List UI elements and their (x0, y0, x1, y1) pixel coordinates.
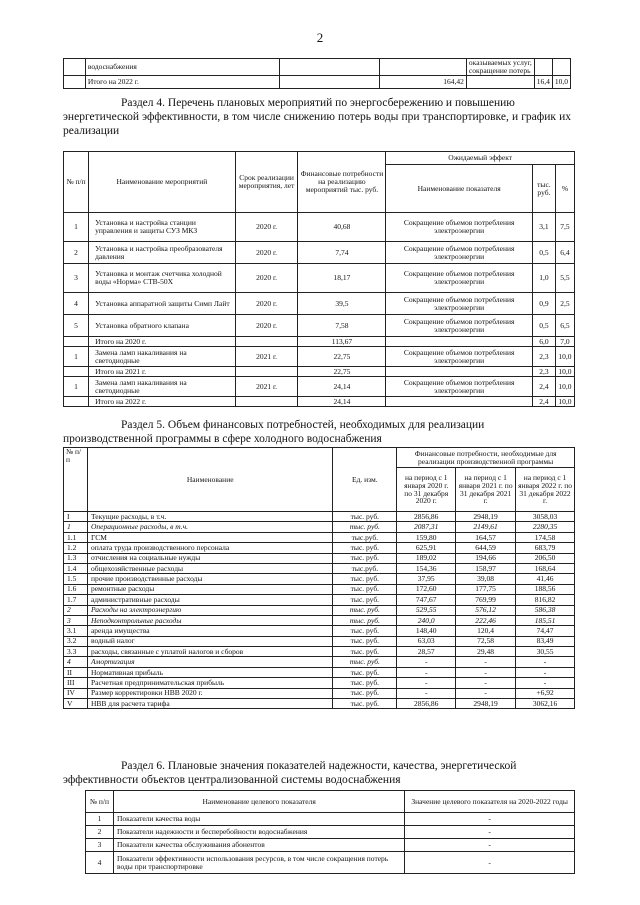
cell-n: 2 (64, 605, 88, 615)
cell-v1: - (397, 678, 456, 688)
table-row (64, 657, 575, 667)
cell-v3: 74,47 (516, 626, 575, 636)
cell-unit: тыс.руб. (333, 563, 397, 573)
total-row: Итого на 2022 г. 24,14 2,4 10,0 (64, 397, 575, 407)
cell-n: IV (64, 688, 88, 698)
cell-v1: 37,95 (397, 574, 456, 584)
cell-n: 3.2 (64, 636, 88, 646)
table-row (64, 574, 575, 584)
section4-table (63, 151, 575, 407)
cell-unit: тыс. руб. (333, 699, 397, 709)
page-number: 2 (316, 30, 324, 45)
cell-n: 1 (64, 522, 88, 532)
section5-table (63, 447, 575, 709)
header-rub: тыс. руб. (532, 165, 555, 213)
cell-name: Операционные расходы, в т.ч. (87, 522, 332, 532)
header-period-2022: на период с 1 января 2022 г. по 31 декабря 2022 г. (516, 468, 575, 512)
section5-heading (63, 418, 571, 446)
table-row: 5 Установка обратного клапана 2020 г. 7,58 Сокращение объемов потребления электроэнергии 0,5 6,5 (64, 315, 575, 337)
cell-unit: тыс. руб. (333, 543, 397, 553)
cell-name: прочие производственные расходы (87, 574, 332, 584)
cell-unit: тыс. руб. (333, 553, 397, 563)
header-name: Наименование целевого показателя (113, 791, 404, 813)
cell-v2: 222,46 (456, 615, 516, 625)
cell-unit: тыс. руб. (333, 667, 397, 677)
cell-n: V (64, 699, 88, 709)
cell-n: III (64, 678, 88, 688)
cell-n: 1.2 (64, 543, 88, 553)
table-row (64, 522, 575, 532)
table-row: 4 Установка аппаратной защиты Симп Лайт 2020 г. 39,5 Сокращение объемов потребления электроэнергии 0,9 2,5 (64, 293, 575, 315)
cell-v2: 644,59 (456, 543, 516, 553)
table-row: 1 Замена ламп накаливания на светодиодные 2021 г. 22,75 Сокращение объемов потребления электроэнергии 2,3 10,0 (64, 347, 575, 367)
total-rub: 16,4 (534, 75, 552, 88)
cell-name: Размер корректировки НВВ 2020 г. (87, 688, 332, 698)
cell-n: 1.1 (64, 532, 88, 542)
cell-v2: 2948,19 (456, 512, 516, 522)
cell-v2: 72,58 (456, 636, 516, 646)
header-indicator: Наименование показателя (386, 165, 533, 213)
cell-v1: 159,80 (397, 532, 456, 542)
section5-title-line1: Раздел 5. Объем финансовых потребностей, необходимых для реализации (121, 419, 485, 431)
cell-v1: 747,67 (397, 595, 456, 605)
cell-unit: тыс. руб. (333, 574, 397, 584)
cell-v1: 154,36 (397, 563, 456, 573)
cell-v2: 120,4 (456, 626, 516, 636)
section6-title-line2: эффективности объектов централизованной системы водоснабжения (63, 774, 401, 786)
cell-v3: 30,55 (516, 647, 575, 657)
table-row (64, 678, 575, 688)
total-pct: 10,0 (552, 75, 570, 88)
header-num: № п/п (64, 152, 89, 213)
cell-n: I (64, 512, 88, 522)
cell-name: ремонтные расходы (87, 584, 332, 594)
header-name: Наименование (87, 448, 332, 512)
table-row (64, 563, 575, 573)
cell-v1: - (397, 667, 456, 677)
cell-unit: тыс. руб. (333, 657, 397, 667)
table-row (64, 615, 575, 625)
cell-n: 3.1 (64, 626, 88, 636)
cell-name: расходы, связанные с уплатой налогов и сборов (87, 647, 332, 657)
section6-title-line1: Раздел 6. Плановые значения показателей надежности, качества, энергетической (121, 760, 517, 772)
cell-v3: 185,51 (516, 615, 575, 625)
header-name: Наименование мероприятий (89, 152, 236, 213)
cell-name: Расчетная предпринимательская прибыль (87, 678, 332, 688)
cell-v3: 816,82 (516, 595, 575, 605)
cell-name: общехозяйственные расходы (87, 563, 332, 573)
cell-v1: 529,55 (397, 605, 456, 615)
cell-v3: 3058,03 (516, 512, 575, 522)
total-sum: 164,42 (379, 75, 466, 88)
section6-table (85, 790, 575, 874)
cell-name: Расходы на электроэнергию (87, 605, 332, 615)
table-row (64, 636, 575, 646)
cell-v2: - (456, 678, 516, 688)
header-value: Значение целевого показателя на 2020-2022 годы (405, 791, 575, 813)
cell-name: ГСМ (87, 532, 332, 542)
cell-v2: - (456, 657, 516, 667)
total-row: Итого на 2020 г. 113,67 6,0 7,0 (64, 337, 575, 347)
cell-unit: тыс. руб. (333, 636, 397, 646)
cell-unit: тыс. руб. (333, 605, 397, 615)
cell-v2: 576,12 (456, 605, 516, 615)
cell-name: Текущие расходы, в т.ч. (87, 512, 332, 522)
cell-unit: тыс. руб. (333, 522, 397, 532)
table-row: 2 Показатели надежности и бесперебойности водоснабжения - (86, 826, 575, 839)
cell-unit: тыс. руб. (333, 647, 397, 657)
cell-name: отчисления на социальные нужды (87, 553, 332, 563)
table-row (64, 532, 575, 542)
cell-v1: 172,60 (397, 584, 456, 594)
cell-unit: тыс. руб. (333, 584, 397, 594)
cell-v2: 2149,61 (456, 522, 516, 532)
cell-v2: 164,57 (456, 532, 516, 542)
table-row (64, 595, 575, 605)
cell-v1: 2087,31 (397, 522, 456, 532)
table-row (64, 667, 575, 677)
table-row (64, 553, 575, 563)
table-row (64, 605, 575, 615)
cell-v1: 28,57 (397, 647, 456, 657)
table-row: 3 Показатели качества обслуживания абонентов - (86, 839, 575, 852)
cell-v3: 41,46 (516, 574, 575, 584)
cell-v1: - (397, 657, 456, 667)
cell-name: Амортизация (87, 657, 332, 667)
table-row: 1 Установка и настройка станции управления и защиты СУЗ МКЗ 2020 г. 40,68 Сокращение объемов потребления электроэнергии 3,1 7,5 (64, 213, 575, 242)
cell-unit: тыс. руб. (333, 512, 397, 522)
cell-v2: 29,48 (456, 647, 516, 657)
cell-unit: тыс.руб. (333, 532, 397, 542)
cell-v2: 39,08 (456, 574, 516, 584)
header-fin: Финансовые потребности на реализацию мероприятий тыс. руб. (298, 152, 386, 213)
cell-n: II (64, 667, 88, 677)
section5-title-line2: производственной программы в сфере холодного водоснабжения (63, 433, 382, 445)
cell-name: НВВ для расчета тарифа (87, 699, 332, 709)
cell-v1: 2856,86 (397, 699, 456, 709)
cell-v3: 206,50 (516, 553, 575, 563)
cell-v2: 194,66 (456, 553, 516, 563)
cell-name: административные расходы (87, 595, 332, 605)
table-row (64, 584, 575, 594)
cell-v3: 586,38 (516, 605, 575, 615)
cell-v2: 158,97 (456, 563, 516, 573)
header-unit: Ед. изм. (333, 448, 397, 512)
cell-v3: 683,79 (516, 543, 575, 553)
table-row (64, 543, 575, 553)
cell-v3: 83,49 (516, 636, 575, 646)
header-effect: Ожидаемый эффект (386, 152, 575, 165)
cell-v2: - (456, 667, 516, 677)
cell-v2: - (456, 688, 516, 698)
cell-unit: тыс. руб. (333, 595, 397, 605)
table-row: 2 Установка и настройка преобразователя давления 2020 г. 7,74 Сокращение объемов потребления электроэнергии 0,5 6,4 (64, 242, 575, 264)
table-row: 1 Показатели качества воды - (86, 813, 575, 826)
table-row: 3 Установка и монтаж счетчика холодной воды «Норма» СТВ-50Х 2020 г. 18,17 Сокращение объемов потребления электроэнергии 1,0 5,5 (64, 264, 575, 293)
cell-n: 1.5 (64, 574, 88, 584)
cell-v3: 3062,16 (516, 699, 575, 709)
header-term: Срок реализации мероприятия, лет (235, 152, 298, 213)
cell-v1: 2856,86 (397, 512, 456, 522)
table-row (64, 59, 571, 76)
cell-v1: 189,02 (397, 553, 456, 563)
header-num: № п/п (64, 448, 88, 512)
cell-v2: 769,99 (456, 595, 516, 605)
section4-heading (63, 96, 571, 138)
cell-v3: +6,92 (516, 688, 575, 698)
cell-n: 1.6 (64, 584, 88, 594)
cell-unit: тыс. руб. (333, 678, 397, 688)
cell-name: оплата труда производственного персонала (87, 543, 332, 553)
cell-v2: 177,75 (456, 584, 516, 594)
table-row (64, 688, 575, 698)
cell-v3: - (516, 657, 575, 667)
table-row (64, 699, 575, 709)
header-period-2021: на период с 1 января 2021 г. по 31 декабря 2021 г. (456, 468, 516, 512)
cell-unit: тыс. руб. (333, 688, 397, 698)
cell-v3: 2280,35 (516, 522, 575, 532)
cell-v1: 63,03 (397, 636, 456, 646)
cell-unit: тыс. руб. (333, 615, 397, 625)
cell-unit: тыс. руб. (333, 626, 397, 636)
cell-n: 1.4 (64, 563, 88, 573)
section4-title-line2: энергетической эффективности, в том числе снижению потерь воды при транспортировке, и график их реализации (63, 111, 571, 137)
cell-v3: 168,64 (516, 563, 575, 573)
cell-n: 1.3 (64, 553, 88, 563)
cell-v3: 174,58 (516, 532, 575, 542)
table-row (64, 512, 575, 522)
cell-name: аренда имущества (87, 626, 332, 636)
cell-v1: - (397, 688, 456, 698)
cell-v2: 2948,19 (456, 699, 516, 709)
cell-v1: 240,0 (397, 615, 456, 625)
cell-n: 4 (64, 657, 88, 667)
cell-n: 1.7 (64, 595, 88, 605)
continuation-table (63, 58, 571, 89)
section4-title-line1: Раздел 4. Перечень плановых мероприятий по энергосбережению и повышению (121, 97, 515, 109)
total-label: Итого на 2022 г. (85, 75, 280, 88)
total-row (64, 75, 571, 88)
table-row (64, 626, 575, 636)
cell-name: Неподконтрольные расходы (87, 615, 332, 625)
table-row (64, 647, 575, 657)
table-row: 4 Показатели эффективности использования ресурсов, в том числе сокращения потерь воды при транспортировке - (86, 852, 575, 874)
total-row: Итого на 2021 г. 22,75 2,3 10,0 (64, 367, 575, 377)
cell-name: водоснабжения (85, 59, 280, 76)
cell-v3: - (516, 667, 575, 677)
cell-effect: оказываемых услуг, сокращение потерь (466, 59, 534, 76)
header-period-2020: на период с 1 января 2020 г. по 31 декабря 2020 г. (397, 468, 456, 512)
section6-heading (63, 759, 571, 787)
cell-n: 3.3 (64, 647, 88, 657)
cell-v1: 148,40 (397, 626, 456, 636)
header-pct: % (555, 165, 574, 213)
cell-v3: - (516, 678, 575, 688)
cell-name: водный налог (87, 636, 332, 646)
header-fin: Финансовые потребности, необходимые для реализации производственной программы (397, 448, 575, 468)
header-num: № п/п (86, 791, 114, 813)
cell-n: 3 (64, 615, 88, 625)
cell-name: Нормативная прибыль (87, 667, 332, 677)
cell-v3: 188,56 (516, 584, 575, 594)
table-row: 1 Замена ламп накаливания на светодиодные 2021 г. 24,14 Сокращение объемов потребления электроэнергии 2,4 10,0 (64, 377, 575, 397)
cell-v1: 625,91 (397, 543, 456, 553)
